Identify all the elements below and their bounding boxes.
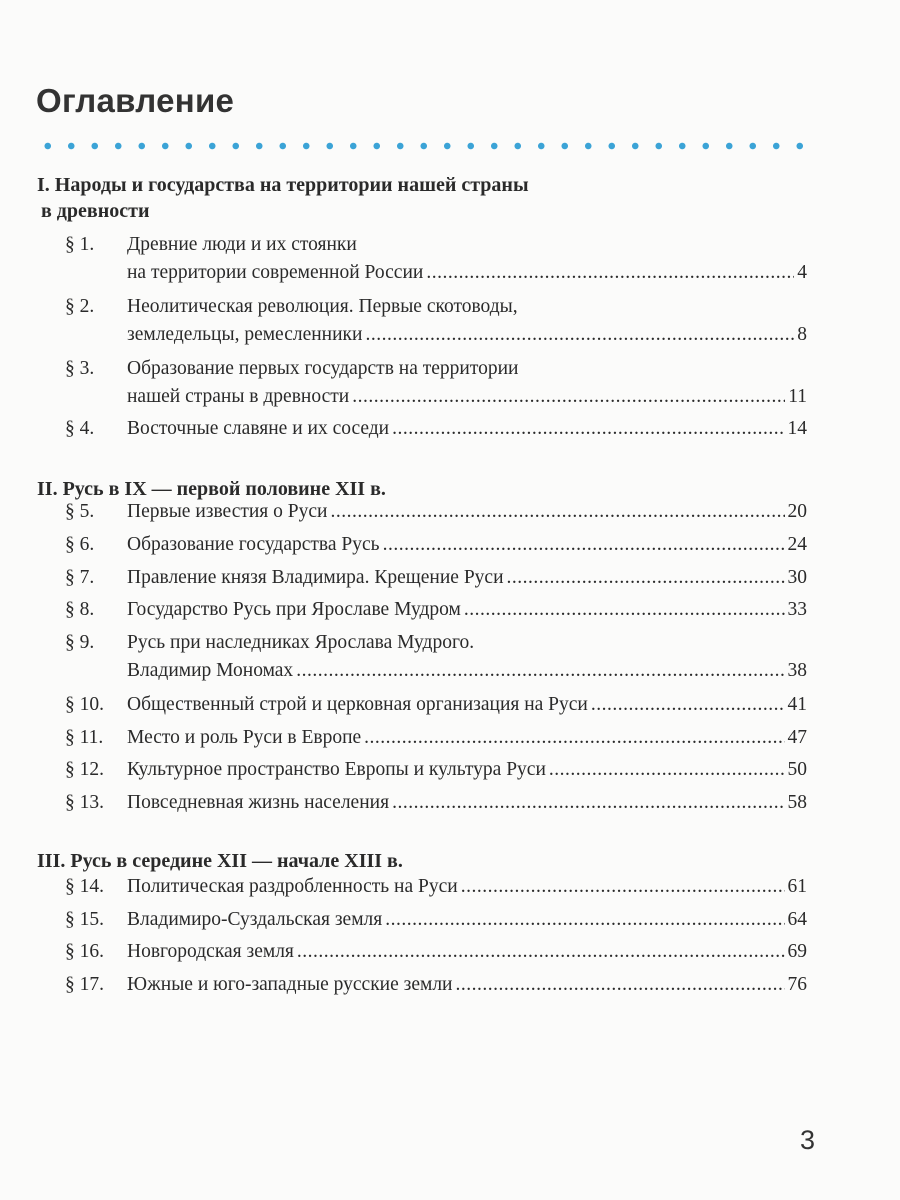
entry-number: § 3.: [65, 358, 95, 379]
toc-entry[interactable]: [65, 874, 807, 902]
entry-page: 20: [787, 501, 807, 522]
entry-line: [127, 356, 807, 382]
entry-page: 69: [787, 941, 807, 962]
entry-page: 76: [787, 974, 807, 995]
entry-page: 24: [787, 534, 807, 555]
entry-text: [127, 565, 807, 591]
entry-line: [127, 725, 807, 751]
entry-text: [127, 757, 807, 783]
entry-title: Правление князя Владимира. Крещение Руси: [127, 567, 504, 588]
toc-entry[interactable]: [65, 630, 807, 686]
entry-line: [127, 907, 807, 933]
entry-text: [127, 294, 807, 348]
entry-title: Образование первых государств на территории: [127, 358, 519, 379]
dot-leader: [385, 907, 784, 933]
dot-leader: [365, 322, 794, 348]
entry-text: [127, 499, 807, 525]
entry-text: [127, 630, 807, 684]
entry-title: Русь при наследниках Ярослава Мудрого.: [127, 632, 475, 653]
entry-title: Новгородская земля: [127, 941, 294, 962]
entry-number: § 17.: [65, 974, 104, 995]
dot-leader: [392, 416, 784, 442]
entry-page: 8: [797, 324, 807, 345]
toc-entry[interactable]: [65, 294, 807, 350]
toc-entry[interactable]: [65, 597, 807, 625]
entry-title: Древние люди и их стоянки: [127, 234, 357, 255]
entry-page: 38: [787, 660, 807, 681]
entry-title: Южные и юго-западные русские земли: [127, 974, 453, 995]
toc-entry[interactable]: [65, 725, 807, 753]
entry-number: § 13.: [65, 792, 104, 813]
entry-title: Общественный строй и церковная организация на Руси: [127, 694, 588, 715]
entry-number: § 1.: [65, 234, 95, 255]
entry-number: § 14.: [65, 876, 104, 897]
entry-page: 50: [787, 759, 807, 780]
entry-line: [127, 532, 807, 558]
toc-entry[interactable]: [65, 972, 807, 1000]
entry-page: 58: [787, 792, 807, 813]
entry-title: на территории современной России: [127, 262, 424, 283]
entry-title: нашей страны в древности: [127, 386, 350, 407]
entry-text: [127, 790, 807, 816]
entry-line: [127, 565, 807, 591]
entry-number: § 4.: [65, 418, 95, 439]
entry-title: Повседневная жизнь населения: [127, 792, 390, 813]
entry-text: [127, 725, 807, 751]
entry-title: Политическая раздробленность на Руси: [127, 876, 458, 897]
entry-text: [127, 532, 807, 558]
dot-leader: [456, 972, 785, 998]
entry-number: § 11.: [65, 727, 104, 748]
entry-line: [127, 874, 807, 900]
entry-page: 41: [787, 694, 807, 715]
entry-title: Восточные славяне и их соседи: [127, 418, 390, 439]
entry-text: [127, 907, 807, 933]
section-heading-line: II. Русь в IX — первой половине XII в.: [37, 478, 386, 500]
toc-entry[interactable]: [65, 907, 807, 935]
toc-entry[interactable]: [65, 757, 807, 785]
entry-title: земледельцы, ремесленники: [127, 324, 363, 345]
entry-line: [127, 597, 807, 623]
entry-title: Владимир Мономах: [127, 660, 294, 681]
entry-page: 33: [787, 599, 807, 620]
dot-leader: [591, 692, 785, 718]
entry-title: Владимиро-Суздальская земля: [127, 909, 383, 930]
entry-number: § 6.: [65, 534, 95, 555]
toc-entry[interactable]: [65, 565, 807, 593]
entry-number: § 5.: [65, 501, 95, 522]
section-heading: [37, 848, 403, 874]
toc-entry[interactable]: [65, 499, 807, 527]
toc-entry[interactable]: [65, 532, 807, 560]
entry-page: 14: [787, 418, 807, 439]
toc-entry[interactable]: [65, 692, 807, 720]
section-heading-line: III. Русь в середине XII — начале XIII в.: [37, 850, 403, 872]
entry-line: [127, 260, 807, 286]
entry-number: § 2.: [65, 296, 95, 317]
dot-leader: [296, 658, 784, 684]
entry-number: § 10.: [65, 694, 104, 715]
dot-leader: [330, 499, 784, 525]
dot-leader: [297, 939, 785, 965]
section-heading-line: в древности: [41, 200, 150, 222]
entry-text: [127, 356, 807, 410]
entry-number: § 15.: [65, 909, 104, 930]
dot-leader: [507, 565, 785, 591]
entry-text: [127, 416, 807, 442]
toc-entry[interactable]: [65, 416, 807, 444]
entry-page: 30: [787, 567, 807, 588]
dot-leader: [464, 597, 785, 623]
entry-page: 11: [788, 386, 807, 407]
entry-line: [127, 416, 807, 442]
page-title: Оглавление: [36, 82, 235, 119]
dot-leader: [392, 790, 784, 816]
entry-line: [127, 232, 807, 258]
entry-text: [127, 939, 807, 965]
entry-line: [127, 294, 807, 320]
section-heading: [37, 172, 529, 224]
dot-leader: [426, 260, 794, 286]
entry-page: 47: [787, 727, 807, 748]
entry-title: Место и роль Руси в Европе: [127, 727, 362, 748]
entry-number: § 9.: [65, 632, 95, 653]
entry-line: [127, 972, 807, 998]
entry-text: [127, 232, 807, 286]
entry-number: § 12.: [65, 759, 104, 780]
dot-leader: [549, 757, 785, 783]
entry-title: Культурное пространство Европы и культура Руси: [127, 759, 546, 780]
dot-leader: [383, 532, 785, 558]
entry-page: 4: [797, 262, 807, 283]
dotted-divider: [36, 140, 806, 152]
entry-number: § 8.: [65, 599, 95, 620]
entry-text: [127, 692, 807, 718]
toc-entry[interactable]: [65, 790, 807, 818]
page-number: 3: [800, 1125, 816, 1155]
entry-line: [127, 757, 807, 783]
dot-leader: [461, 874, 785, 900]
entry-title: Неолитическая революция. Первые скотоводы,: [127, 296, 518, 317]
entry-text: [127, 874, 807, 900]
entry-line: [127, 322, 807, 348]
entry-text: [127, 597, 807, 623]
entry-line: [127, 939, 807, 965]
entry-text: [127, 972, 807, 998]
toc-entry[interactable]: [65, 232, 807, 288]
entry-line: [127, 692, 807, 718]
entry-line: [127, 499, 807, 525]
entry-line: [127, 384, 807, 410]
toc-entry[interactable]: [65, 356, 807, 412]
toc-entry[interactable]: [65, 939, 807, 967]
entry-number: § 7.: [65, 567, 95, 588]
dot-leader: [352, 384, 785, 410]
entry-line: [127, 658, 807, 684]
entry-number: § 16.: [65, 941, 104, 962]
entry-page: 61: [787, 876, 807, 897]
entry-title: Образование государства Русь: [127, 534, 380, 555]
entry-line: [127, 790, 807, 816]
section-heading-line: I. Народы и государства на территории нашей страны: [37, 174, 529, 196]
entry-page: 64: [787, 909, 807, 930]
entry-line: [127, 630, 807, 656]
dot-leader: [364, 725, 784, 751]
entry-title: Первые известия о Руси: [127, 501, 328, 522]
entry-title: Государство Русь при Ярославе Мудром: [127, 599, 461, 620]
